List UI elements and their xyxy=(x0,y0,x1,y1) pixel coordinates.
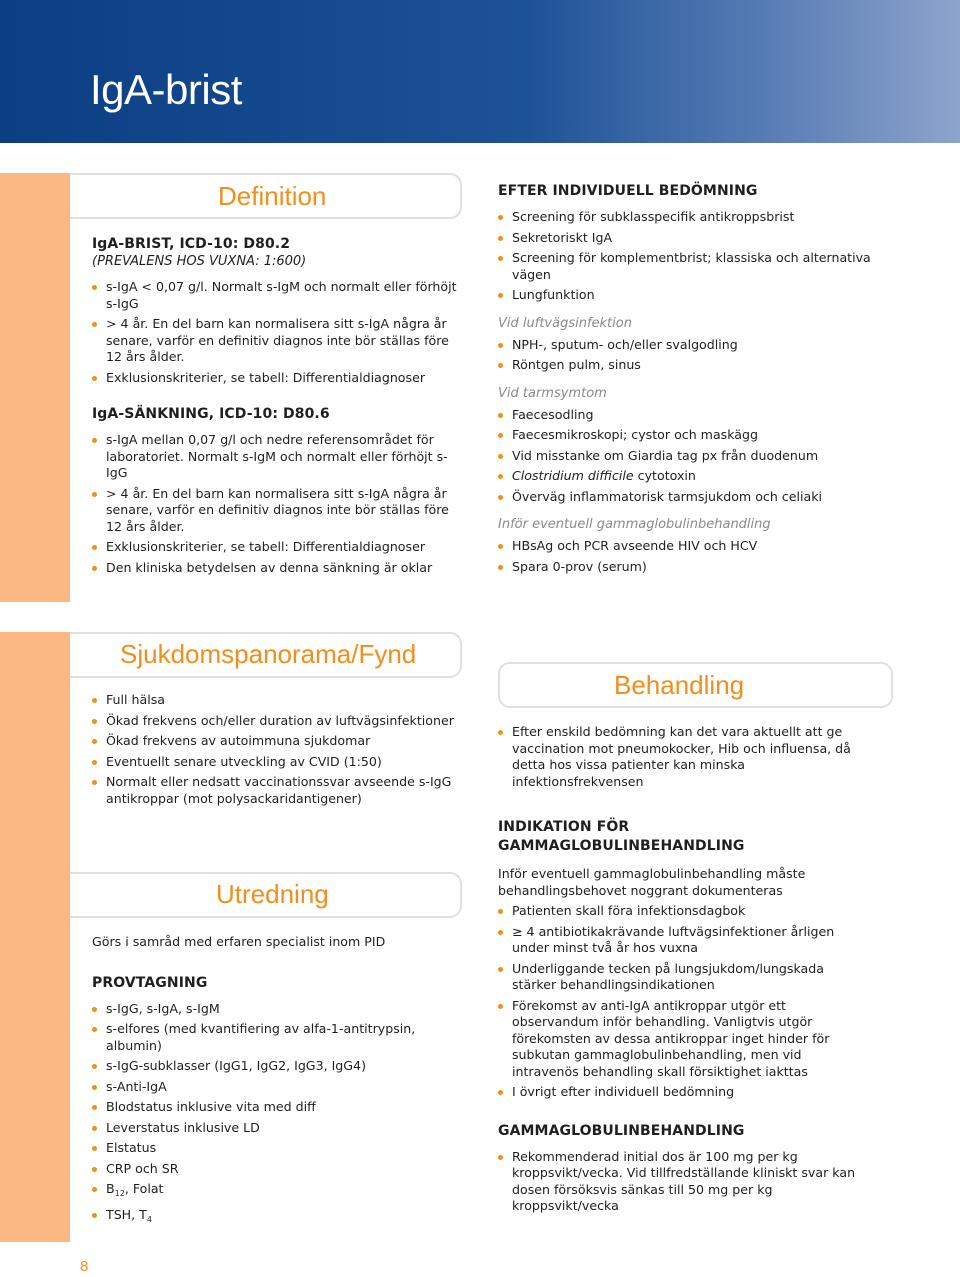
bullet-icon xyxy=(92,1187,97,1192)
bullet-icon xyxy=(498,1090,503,1095)
list-item: CRP och SR xyxy=(92,1161,464,1178)
provtagning-list xyxy=(92,1001,464,1229)
list-item: > 4 år. En del barn kan normalisera sitt s-IgA några år senare, varför en definitiv diagnos inte bör ställas före 12 års ålder. xyxy=(92,316,464,366)
bullet-icon xyxy=(92,1007,97,1012)
list-item: Förekomst av anti-IgA antikroppar utgör ett observandum inför behandling. Vanligtvis utgör förekomsten av dessa antikroppar inget hinder för subkutan gammaglobulinbehandling, men vid intravenös behandling skall försiktighet iakttas xyxy=(498,998,870,1081)
bullet-icon xyxy=(498,293,503,298)
behandling-section xyxy=(498,724,870,1219)
page-number: 8 xyxy=(80,1258,89,1275)
bullet-icon xyxy=(498,363,503,368)
list-item: Överväg inflammatorisk tarmsjukdom och celiaki xyxy=(498,489,878,506)
gamma-prep-heading: Inför eventuell gammaglobulinbehandling xyxy=(498,517,771,532)
list-item: Patienten skall föra infektionsdagbok xyxy=(498,903,870,920)
bullet-icon xyxy=(92,1167,97,1172)
sjukdom-title: Sjukdomspanorama/Fynd xyxy=(120,639,417,669)
bullet-icon xyxy=(92,1027,97,1032)
list-item: Elstatus xyxy=(92,1140,464,1157)
bullet-icon xyxy=(92,719,97,724)
list-item: NPH-, sputum- och/eller svalgodling xyxy=(498,337,878,354)
igasankning-heading: IgA-SÄNKNING, ICD-10: D80.6 xyxy=(92,406,330,422)
list-item: Lungfunktion xyxy=(498,287,878,304)
igasankning-list xyxy=(92,432,464,576)
bullet-icon xyxy=(92,1105,97,1110)
gammaglobulin-list xyxy=(498,1149,870,1215)
bullet-icon xyxy=(498,454,503,459)
list-item: Clostridium difficile cytotoxin xyxy=(498,468,878,485)
bullet-icon xyxy=(498,544,503,549)
sjukdom-list xyxy=(92,692,464,807)
bullet-icon xyxy=(92,780,97,785)
behandling-title: Behandling xyxy=(614,670,745,700)
bullet-icon xyxy=(498,730,503,735)
bullet-icon xyxy=(92,1126,97,1131)
bullet-icon xyxy=(498,413,503,418)
bullet-icon xyxy=(92,322,97,327)
list-item: Efter enskild bedömning kan det vara aktuellt att ge vaccination mot pneumokocker, Hib och influensa, då detta hos vissa patienter kan minska infektionsfrekvensen xyxy=(498,724,870,790)
indikation-list xyxy=(498,903,870,1101)
list-item: TSH, $T_4$ xyxy=(92,1207,464,1229)
list-item: Underliggande tecken på lungsjukdom/lungskada stärker behandlingsindikationen xyxy=(498,961,870,994)
tarm-list xyxy=(498,407,878,506)
list-item: Den kliniska betydelsen av denna sänkning är oklar xyxy=(92,560,464,577)
lower-accent-strip xyxy=(0,632,70,1242)
list-item: Leverstatus inklusive LD xyxy=(92,1120,464,1137)
bullet-icon xyxy=(92,1146,97,1151)
list-item: s-IgG, s-IgA, s-IgM xyxy=(92,1001,464,1018)
list-item: Exklusionskriterier, se tabell: Differentialdiagnoser xyxy=(92,539,464,556)
tarm-heading: Vid tarmsymtom xyxy=(498,385,607,401)
bullet-icon xyxy=(92,1064,97,1069)
utredning-intro: Görs i samråd med erfaren specialist inom PID xyxy=(92,934,386,949)
bullet-icon xyxy=(498,565,503,570)
bullet-icon xyxy=(498,215,503,220)
list-item: Ökad frekvens och/eller duration av luftvägsinfektioner xyxy=(92,713,464,730)
list-item: Vid misstanke om Giardia tag px från duodenum xyxy=(498,448,878,465)
igabrist-heading: IgA-BRIST, ICD-10: D80.2 xyxy=(92,236,291,252)
list-item: I övrigt efter individuell bedömning xyxy=(498,1084,870,1101)
list-item: $B_{12}$, Folat xyxy=(92,1181,464,1203)
indikation-intro: Inför eventuell gammaglobulinbehandling måste behandlingsbehovet noggrant dokumenteras xyxy=(498,866,806,898)
list-item: s-IgA < 0,07 g/l. Normalt s-IgM och normalt eller förhöjt s-IgG xyxy=(92,279,464,312)
definition-section xyxy=(92,236,464,580)
utredning-title: Utredning xyxy=(216,879,329,909)
page-title: IgA-brist xyxy=(90,66,242,113)
bullet-icon xyxy=(92,739,97,744)
bullet-icon xyxy=(92,285,97,290)
list-item: HBsAg och PCR avseende HIV och HCV xyxy=(498,538,878,555)
list-item: Blodstatus inklusive vita med diff xyxy=(92,1099,464,1116)
luft-list xyxy=(498,337,878,374)
list-item: Faecesodling xyxy=(498,407,878,424)
bullet-icon xyxy=(498,236,503,241)
bullet-icon xyxy=(92,438,97,443)
bullet-icon xyxy=(92,1213,97,1218)
list-item: s-elfores (med kvantifiering av alfa-1-antitrypsin, albumin) xyxy=(92,1021,464,1054)
gammaglobulin-heading: GAMMAGLOBULINBEHANDLING xyxy=(498,1122,745,1139)
list-item: Exklusionskriterier, se tabell: Differentialdiagnoser xyxy=(92,370,464,387)
list-item: Full hälsa xyxy=(92,692,464,709)
definition-accent-strip xyxy=(0,173,70,602)
definition-title: Definition xyxy=(218,181,327,211)
list-item: Screening för subklasspecifik antikroppsbrist xyxy=(498,209,878,226)
utredning-section xyxy=(92,934,464,1232)
igabrist-prevalence: (PREVALENS HOS VUXNA: 1:600) xyxy=(92,254,307,269)
luft-heading: Vid luftvägsinfektion xyxy=(498,315,632,331)
list-item: Rekommenderad initial dos är 100 mg per kg kroppsvikt/vecka. Vid tillfredställande kliniskt svar kan dosen försöksvis sänkas till 50 mg per kg kroppsvikt/vecka xyxy=(498,1149,870,1215)
bullet-icon xyxy=(92,376,97,381)
igabrist-list xyxy=(92,279,464,386)
list-item: ≥ 4 antibiotikakrävande luftvägsinfektioner årligen under minst två år hos vuxna xyxy=(498,924,870,957)
sjukdom-section xyxy=(92,692,464,811)
list-item: s-IgG-subklasser (IgG1, IgG2, IgG3, IgG4) xyxy=(92,1058,464,1075)
list-item: Faecesmikroskopi; cystor och maskägg xyxy=(498,427,878,444)
bullet-icon xyxy=(498,909,503,914)
list-item: Sekretoriskt IgA xyxy=(498,230,878,247)
bullet-icon xyxy=(92,566,97,571)
provtagning-heading: PROVTAGNING xyxy=(92,974,208,991)
bullet-icon xyxy=(498,1155,503,1160)
efter-list xyxy=(498,209,878,304)
list-item: s-Anti-IgA xyxy=(92,1079,464,1096)
list-item: > 4 år. En del barn kan normalisera sitt s-IgA några år senare, varför en definitiv diagnos inte bör ställas före 12 års ålder. xyxy=(92,486,464,536)
list-item: Eventuellt senare utveckling av CVID (1:50) xyxy=(92,754,464,771)
bullet-icon xyxy=(92,698,97,703)
list-item: Röntgen pulm, sinus xyxy=(498,357,878,374)
list-item: Screening för komplementbrist; klassiska och alternativa vägen xyxy=(498,250,878,283)
list-item: s-IgA mellan 0,07 g/l och nedre referensområdet för laboratoriet. Normalt s-IgM och normalt eller förhöjt s-IgG xyxy=(92,432,464,482)
list-item: Spara 0-prov (serum) xyxy=(498,559,878,576)
bullet-icon xyxy=(498,495,503,500)
bullet-icon xyxy=(92,760,97,765)
bullet-icon xyxy=(498,343,503,348)
efter-heading: EFTER INDIVIDUELL BEDÖMNING xyxy=(498,183,758,199)
list-item: Normalt eller nedsatt vaccinationssvar avseende s-IgG antikroppar (mot polysackaridantigener) xyxy=(92,774,464,807)
gamma-prep-list xyxy=(498,538,878,575)
bullet-icon xyxy=(498,474,503,479)
bullet-icon xyxy=(92,492,97,497)
bullet-icon xyxy=(498,1004,503,1009)
bullet-icon xyxy=(498,967,503,972)
efter-section xyxy=(498,183,878,579)
bullet-icon xyxy=(92,1085,97,1090)
bullet-icon xyxy=(498,433,503,438)
bullet-icon xyxy=(92,545,97,550)
list-item: Ökad frekvens av autoimmuna sjukdomar xyxy=(92,733,464,750)
bullet-icon xyxy=(498,256,503,261)
behandling-list xyxy=(498,724,870,790)
indikation-heading: INDIKATION FÖR GAMMAGLOBULINBEHANDLING xyxy=(498,819,745,854)
bullet-icon xyxy=(498,930,503,935)
